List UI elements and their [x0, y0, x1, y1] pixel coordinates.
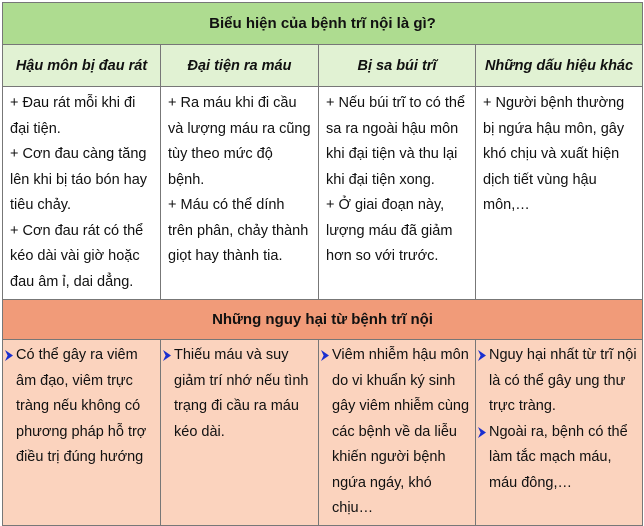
symptom-cell-3: [319, 87, 476, 300]
danger-text: Có thể gây ra viêm âm đạo, viêm trực tràng nếu không có phương pháp hỗ trợ điều trị đúng hướng: [16, 347, 147, 465]
danger-item: [478, 343, 638, 420]
symptom-item: + Ra máu khi đi cầu và lượng máu ra cũng tùy theo mức độ bệnh.: [168, 95, 311, 188]
danger-cell-4: [476, 340, 643, 526]
danger-text: Nguy hại nhất từ trĩ nội là có thể gây ung thư trực tràng.: [489, 347, 637, 414]
danger-cell-1: [3, 340, 161, 526]
danger-item: [478, 420, 638, 497]
danger-cell-2: [161, 340, 319, 526]
danger-text: Viêm nhiễm hậu môn do vi khuẩn ký sinh gây viêm nhiễm cùng các bệnh về da liễu khiến người bệnh ngứa ngáy, khó chịu…: [332, 347, 470, 516]
hemorrhoid-info-table: [2, 2, 643, 526]
danger-text: Ngoài ra, bệnh có thể làm tắc mạch máu, máu đông,…: [489, 423, 628, 491]
symptom-item: + Đau rát mỗi khi đi đại tiện.: [10, 95, 136, 137]
symptom-item: + Người bệnh thường bị ngứa hậu môn, gây khó chịu và xuất hiện dịch tiết vùng hậu môn,…: [483, 95, 625, 213]
symptom-cell-2: [161, 87, 319, 300]
symptom-header-2: Đại tiện ra máu: [161, 45, 319, 87]
symptom-item: + Máu có thể dính trên phân, chảy thành giọt hay thành tia.: [168, 197, 309, 264]
symptom-header-3: Bị sa búi trĩ: [319, 45, 476, 87]
symptom-item: + Cơn đau càng tăng lên khi bị táo bón hay tiêu chảy.: [10, 146, 148, 213]
symptom-cell-4: [476, 87, 643, 300]
danger-cell-3: [319, 340, 476, 526]
symptoms-title: Biểu hiện của bệnh trĩ nội là gì?: [3, 3, 643, 45]
arrow-bullet-icon: [321, 343, 330, 368]
dangers-title: Những nguy hại từ bệnh trĩ nội: [3, 300, 643, 340]
danger-item: [163, 343, 314, 445]
arrow-bullet-icon: [5, 343, 14, 368]
symptom-item: + Cơn đau rát có thể kéo dài vài giờ hoặc đau âm ỉ, dai dẳng.: [10, 222, 144, 290]
danger-item: [321, 343, 471, 522]
symptom-item: + Nếu búi trĩ to có thể sa ra ngoài hậu môn khi đại tiện và thu lại khi đại tiện xong.: [326, 95, 466, 188]
danger-item: [5, 343, 156, 471]
info-table-container: [2, 2, 642, 516]
arrow-bullet-icon: [478, 420, 487, 445]
symptom-header-4: Những dấu hiệu khác: [476, 45, 643, 87]
danger-text: Thiếu máu và suy giảm trí nhớ nếu tình trạng đi cầu ra máu kéo dài.: [174, 347, 309, 440]
symptom-item: + Ở giai đoạn này, lượng máu đã giảm hơn so với trước.: [326, 197, 453, 264]
arrow-bullet-icon: [163, 343, 172, 368]
arrow-bullet-icon: [478, 343, 487, 368]
symptom-cell-1: [3, 87, 161, 300]
symptom-header-1: Hậu môn bị đau rát: [3, 45, 161, 87]
